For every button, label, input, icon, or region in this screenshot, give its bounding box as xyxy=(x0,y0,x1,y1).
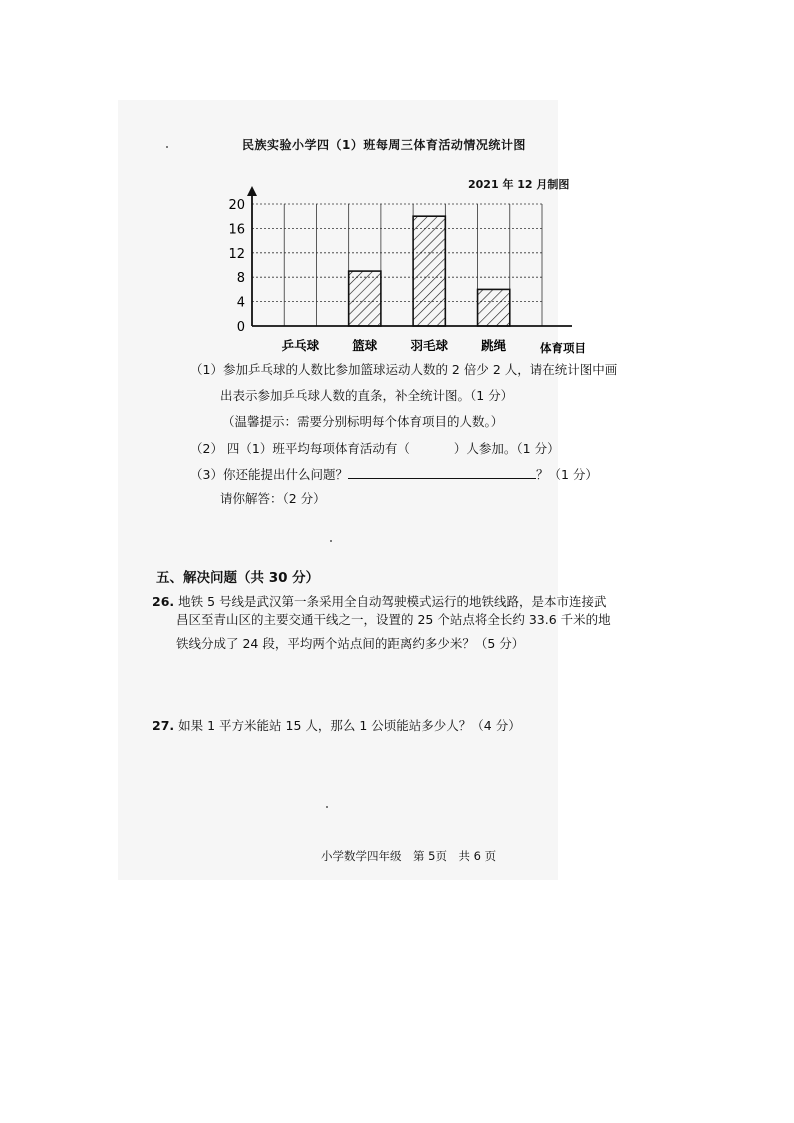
question-3-answer-prompt: 请你解答：（2 分） xyxy=(220,491,326,506)
x-category-label: 篮球 xyxy=(352,338,378,353)
question-3 xyxy=(190,466,598,483)
section-title: 五、解决问题（共 30 分） xyxy=(156,570,320,586)
bar xyxy=(349,271,381,326)
scan-speck xyxy=(326,806,328,808)
question-2-text-a: （2） 四（1）班平均每项体育活动有（ xyxy=(190,441,410,456)
x-category-label: 羽毛球 xyxy=(410,338,448,353)
question-2-text-b: ）人参加。（1 分） xyxy=(453,441,560,456)
bar xyxy=(413,216,445,326)
chart-title: 民族实验小学四（1）班每周三体育活动情况统计图 xyxy=(242,138,526,152)
bar xyxy=(478,289,510,326)
y-tick-label: 4 xyxy=(236,295,245,311)
page-footer: 小学数学四年级 第 5页 共 6 页 xyxy=(321,849,497,863)
y-tick-label: 16 xyxy=(228,222,245,238)
scan-speck xyxy=(330,540,332,542)
problem-26-line-1 xyxy=(152,594,607,610)
chart-date: 2021 年 12 月制图 xyxy=(468,178,570,191)
question-3-text-a: （3）你还能提出什么问题？ xyxy=(190,467,348,482)
question-1-line-1: （1）参加乒乓球的人数比参加篮球运动人数的 2 倍少 2 人，请在统计图中画 xyxy=(190,362,618,377)
x-category-label: 跳绳 xyxy=(481,338,507,353)
problem-26-line-2: 昌区至青山区的主要交通干线之一，设置的 25 个站点将全长约 33.6 千米的地 xyxy=(176,612,611,627)
x-category-label: 乒乓球 xyxy=(281,338,320,353)
problem-26-text-1: 地铁 5 号线是武汉第一条采用全自动驾驶模式运行的地铁线路，是本市连接武 xyxy=(178,594,607,609)
question-3-text-b: ？（1 分） xyxy=(535,467,598,482)
y-axis-arrow xyxy=(247,186,257,196)
problem-27-text: 如果 1 平方米能站 15 人，那么 1 公顷能站多少人？（4 分） xyxy=(178,718,521,733)
question-1-hint: （温馨提示：需要分别标明每个体育项目的人数。） xyxy=(222,414,504,429)
y-tick-label: 12 xyxy=(228,246,245,262)
question-1-line-2: 出表示参加乒乓球人数的直条，补全统计图。（1 分） xyxy=(220,388,514,403)
question-3-answer-line[interactable] xyxy=(348,466,536,479)
problem-26-line-3: 铁线分成了 24 段，平均两个站点间的距离约多少米？（5 分） xyxy=(176,636,525,651)
question-2 xyxy=(190,441,560,457)
bar-chart xyxy=(0,0,794,380)
problem-26-number: 26. xyxy=(152,594,175,609)
y-tick-label: 0 xyxy=(236,320,245,335)
problem-27-number: 27. xyxy=(152,718,175,733)
x-axis-title: 体育项目 xyxy=(540,341,586,355)
y-tick-label: 8 xyxy=(236,271,245,287)
y-tick-label: 20 xyxy=(228,198,245,213)
problem-27 xyxy=(152,718,521,734)
